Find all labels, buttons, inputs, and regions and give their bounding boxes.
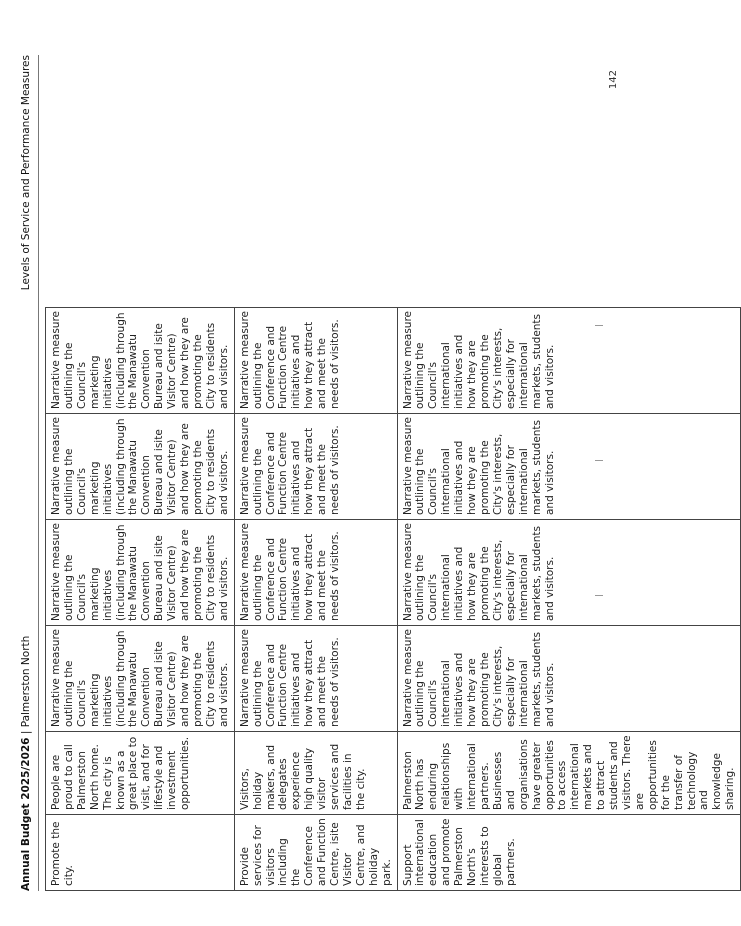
- page-number: 142: [608, 70, 619, 90]
- measure-cell: Narrative measure outlining the Conference and Function Centre initiatives and how they attract and meet the needs of visitors.: [234, 626, 397, 732]
- footer-tick-marks: [595, 326, 596, 596]
- measure-cell: Narrative measure outlining the Council's international initiatives and how they are promoting the City's interests, especially for international markets, students and visitors.: [397, 414, 741, 520]
- measure-cell: Narrative measure outlining the Council's international initiatives and how they are promoting the City's interests, especially for international markets, students and visitors.: [397, 308, 741, 414]
- measure-cell: Narrative measure outlining the Council's marketing initiatives (including through the Manawatu Convention Bureau and isite Visitor Centre) and how they are promoting the City to residents and visitors.: [46, 414, 235, 520]
- header-title: Annual Budget 2025/2026: [20, 737, 32, 891]
- measure-cell: Narrative measure outlining the Council's international initiatives and how they are promoting the City's interests, especially for international markets, students and visitors.: [397, 520, 741, 626]
- table-row: [46, 308, 235, 891]
- activity-cell: Provide services for visitors including the Conference and Function Centre, isite Visitor Centre, and holiday park.: [234, 815, 397, 891]
- performance-measures-table: [45, 307, 741, 891]
- table-row: [397, 308, 741, 891]
- measure-cell: Narrative measure outlining the Conference and Function Centre initiatives and how they attract and meet the needs of visitors.: [234, 308, 397, 414]
- measure-cell: Narrative measure outlining the Council's marketing initiatives (including through the Manawatu Convention Bureau and isite Visitor Centre) and how they are promoting the City to residents and visitors.: [46, 520, 235, 626]
- outcome-cell: People are proud to call Palmerston North home. The city is known as a great place to visit, and for lifestyle and investment opportunities.: [46, 732, 235, 815]
- activity-cell: Support international education and promote Palmerston North's interests to global partners.: [397, 815, 741, 891]
- outcome-cell: Palmerston North has enduring relationships with international partners. Businesses and organisations have greater opportunities to access international markets and to attract students and visitors. There are opportunities for the transfer of technology and knowledge sharing.: [397, 732, 741, 815]
- measure-cell: Narrative measure outlining the Council's international initiatives and how they are promoting the City's interests, especially for international markets, students and visitors.: [397, 626, 741, 732]
- header-subtitle: Palmerston North: [20, 635, 32, 728]
- measure-cell: Narrative measure outlining the Council's marketing initiatives (including through the Manawatu Convention Bureau and isite Visitor Centre) and how they are promoting the City to residents and visitors.: [46, 308, 235, 414]
- measure-cell: Narrative measure outlining the Council's marketing initiatives (including through the Manawatu Convention Bureau and isite Visitor Centre) and how they are promoting the City to residents and visitors.: [46, 626, 235, 732]
- measure-cell: Narrative measure outlining the Conference and Function Centre initiatives and how they attract and meet the needs of visitors.: [234, 520, 397, 626]
- measure-cell: Narrative measure outlining the Conference and Function Centre initiatives and how they attract and meet the needs of visitors.: [234, 414, 397, 520]
- outcome-cell: Visitors, holiday makers, and delegates experience high quality visitor services and facilities in the city.: [234, 732, 397, 815]
- activity-cell: Promote the city.: [46, 815, 235, 891]
- header-title-block: Annual Budget 2025/2026 | Palmerston North: [20, 635, 32, 891]
- header-rule: [38, 55, 39, 891]
- table-row: [234, 308, 397, 891]
- header-section: Levels of Service and Performance Measures: [20, 55, 32, 291]
